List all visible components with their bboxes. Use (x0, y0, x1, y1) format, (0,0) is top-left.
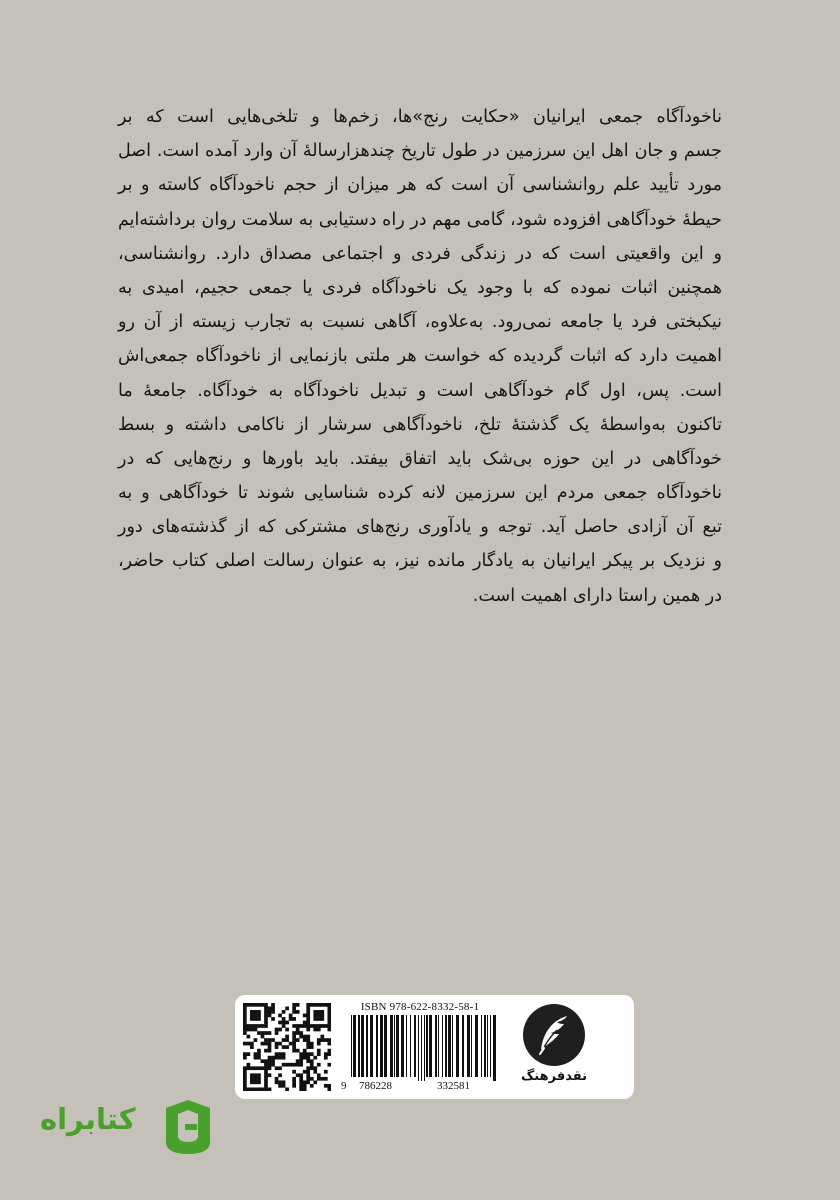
barcode-digits-left: 786228 (359, 1080, 392, 1092)
qr-code-icon (243, 1003, 331, 1091)
barcode-bars (339, 1015, 501, 1081)
ketabrah-book-icon (160, 1096, 216, 1156)
blurb-line: همچنین اثبات نموده که با وجود یک ناخودآگاه فردی یا جمعی حجیم، امیدی به (118, 277, 722, 298)
barcode-digits (339, 1080, 501, 1093)
isbn-barcode (339, 1001, 501, 1093)
blurb-line: ناخودآگاه جمعی ایرانیان «حکایت رنج»ها، زخم‌ها و تلخی‌هایی است که بر (118, 107, 722, 127)
blurb-line: حیطهٔ خودآگاهی افزوده شود، گامی مهم در راه دستیابی به سلامت روان برداشته‌ایم (118, 209, 722, 230)
blurb-line: تاکنون به‌واسطهٔ یک گذشتهٔ تلخ، ناخودآگاهی سرشار از ناکامی داشته و بسط (118, 414, 722, 435)
blurb-line: نیکبختی فرد یا جامعه نمی‌رود. به‌علاوه، آگاهی نسبت به تجارب زیسته از آن رو (118, 312, 722, 333)
publisher-logo (506, 995, 602, 1099)
barcode-digit-prefix: 9 (341, 1080, 347, 1092)
blurb-line: تبع آن آزادی حاصل آید. توجه و یادآوری رنج‌های مشترکی که از گذشته‌های دور (118, 517, 722, 538)
blurb-line: در همین راستا دارای اهمیت است. (472, 585, 722, 606)
ketabrah-logo (20, 1096, 220, 1166)
blurb-line: اهمیت دارد که اثبات گردیده که خواست هر ملتی بازنمایی از ناخودآگاه جمعی‌اش (118, 346, 722, 367)
feather-icon (523, 1004, 585, 1066)
isbn-label: ISBN 978-622-8332-58-1 (360, 1001, 480, 1013)
blurb-line: ناخودآگاه جمعی مردم این سرزمین لانه کرده شناسایی شوند تا خودآگاهی و به (118, 483, 722, 504)
back-cover-blurb (118, 100, 722, 613)
blurb-line: خودآگاهی در این حوزه بی‌شک باید اتفاق بیفتد. باید باورها و رنج‌هایی که در (118, 448, 722, 469)
blurb-line: و این واقعیتی است که در زندگی فردی و اجتماعی مصداق دارد. روانشناسی، (118, 243, 722, 264)
blurb-line: جسم و جان اهل این سرزمین در طول تاریخ چندهزارسالهٔ آن وارد آمده است. اصل (118, 141, 722, 162)
barcode-digits-right: 332581 (437, 1080, 470, 1092)
blurb-line: مورد تأیید علم روانشناسی آن است که هر میزان از حجم ناخودآگاه کاسته و بر (118, 175, 722, 196)
publisher-name: نقدفرهنگ (521, 1069, 587, 1084)
blurb-line: است. پس، اول گام خودآگاهی است و تبدیل ناخودآگاه به خودآگاه. جامعهٔ ما (118, 380, 722, 401)
blurb-line: و نزدیک بر پیکر ایرانیان به یادگار مانده نیز، به عنوان رسالت اصلی کتاب حاضر، (118, 551, 722, 572)
ketabrah-wordmark: کتابراه (40, 1102, 136, 1136)
